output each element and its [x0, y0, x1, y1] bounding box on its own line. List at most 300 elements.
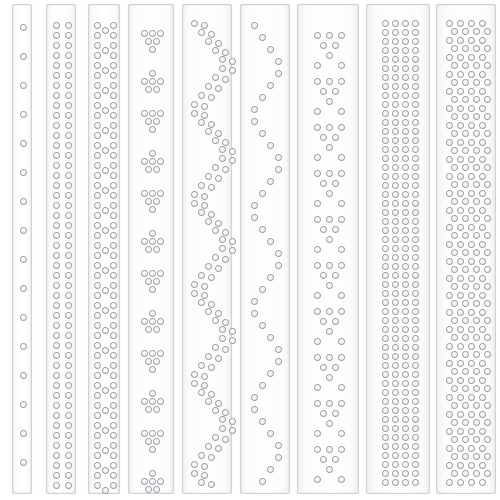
perforation-hole — [53, 252, 60, 259]
perforation-hole — [451, 130, 458, 137]
perforation-hole — [208, 31, 215, 38]
perforation-hole — [457, 54, 464, 61]
perforation-hole — [392, 443, 399, 450]
perforation-hole — [402, 281, 409, 288]
perforation-hole — [65, 312, 72, 319]
perforation-hole — [94, 302, 101, 309]
acrylic-strip-3 — [88, 4, 120, 494]
perforation-hole — [446, 428, 453, 435]
perforation-hole — [462, 436, 469, 443]
perforation-hole — [259, 226, 266, 233]
perforation-hole — [479, 139, 486, 146]
perforation-hole — [468, 71, 475, 78]
perforation-hole — [338, 124, 345, 131]
perforation-hole — [53, 402, 60, 409]
perforation-hole — [314, 108, 321, 115]
perforation-hole — [412, 155, 419, 162]
perforation-hole — [479, 20, 486, 27]
perforation-hole — [402, 209, 409, 216]
perforation-hole — [94, 482, 101, 489]
perforation-hole — [222, 49, 229, 56]
perforation-hole — [201, 472, 208, 479]
perforation-hole — [392, 461, 399, 468]
perforation-hole — [65, 112, 72, 119]
perforation-hole — [94, 392, 101, 399]
perforation-hole — [141, 478, 148, 485]
perforation-hole — [402, 173, 409, 180]
perforation-hole — [102, 307, 109, 314]
perforation-hole — [473, 79, 480, 86]
perforation-hole — [402, 227, 409, 234]
perforation-hole — [314, 338, 321, 345]
perforation-hole — [392, 200, 399, 207]
perforation-hole — [157, 350, 164, 357]
perforation-hole — [53, 122, 60, 129]
perforation-hole — [53, 222, 60, 229]
perforation-hole — [446, 207, 453, 214]
perforation-hole — [326, 216, 333, 223]
perforation-hole — [20, 372, 27, 379]
acrylic-strip-6 — [240, 4, 290, 494]
perforation-hole — [157, 318, 164, 325]
perforation-hole — [102, 207, 109, 214]
acrylic-strip-2 — [46, 4, 76, 494]
perforation-hole — [219, 416, 226, 423]
perforation-hole — [326, 374, 333, 381]
perforation-hole — [468, 462, 475, 469]
perforation-hole — [110, 72, 117, 79]
perforation-hole — [145, 86, 152, 93]
perforation-hole — [382, 389, 389, 396]
perforation-hole — [462, 28, 469, 35]
perforation-hole — [382, 380, 389, 387]
perforation-hole — [215, 310, 222, 317]
perforation-hole — [205, 38, 212, 45]
perforation-hole — [392, 344, 399, 351]
perforation-hole — [141, 190, 148, 197]
perforation-hole — [149, 390, 156, 397]
perforation-hole — [473, 402, 480, 409]
perforation-hole — [392, 137, 399, 144]
perforation-hole — [382, 299, 389, 306]
perforation-hole — [94, 382, 101, 389]
perforation-hole — [451, 62, 458, 69]
perforation-hole — [392, 407, 399, 414]
perforation-hole — [402, 182, 409, 189]
perforation-hole — [479, 156, 486, 163]
perforation-hole — [412, 56, 419, 63]
perforation-hole — [468, 190, 475, 197]
perforation-hole — [267, 46, 274, 53]
perforation-hole — [229, 427, 236, 434]
perforation-hole — [145, 246, 152, 253]
perforation-hole — [451, 317, 458, 324]
perforation-hole — [332, 364, 339, 371]
perforation-hole — [53, 472, 60, 479]
perforation-hole — [412, 92, 419, 99]
perforation-hole — [484, 334, 491, 341]
perforation-hole — [338, 262, 345, 269]
perforation-hole — [412, 335, 419, 342]
perforation-hole — [145, 198, 152, 205]
perforation-hole — [462, 113, 469, 120]
perforation-hole — [65, 82, 72, 89]
perforation-hole — [157, 30, 164, 37]
perforation-hole — [157, 270, 164, 277]
perforation-hole — [326, 32, 333, 39]
perforation-hole — [382, 470, 389, 477]
perforation-hole — [157, 398, 164, 405]
perforation-hole — [382, 173, 389, 180]
perforation-hole — [402, 461, 409, 468]
perforation-hole — [402, 38, 409, 45]
perforation-hole — [110, 232, 117, 239]
perforation-hole — [338, 476, 345, 483]
perforation-hole — [457, 343, 464, 350]
perforation-hole — [229, 238, 236, 245]
perforation-hole — [229, 418, 236, 425]
perforation-hole — [102, 87, 109, 94]
perforation-hole — [402, 479, 409, 486]
perforation-hole — [382, 236, 389, 243]
perforation-hole — [473, 28, 480, 35]
perforation-hole — [157, 238, 164, 245]
perforation-hole — [479, 343, 486, 350]
perforation-hole — [479, 224, 486, 231]
perforation-hole — [473, 334, 480, 341]
perforation-hole — [53, 302, 60, 309]
perforation-hole — [65, 382, 72, 389]
perforation-hole — [446, 224, 453, 231]
perforation-hole — [446, 343, 453, 350]
perforation-hole — [392, 389, 399, 396]
perforation-hole — [94, 262, 101, 269]
perforation-hole — [110, 172, 117, 179]
perforation-hole — [20, 198, 27, 205]
perforation-hole — [157, 158, 164, 165]
perforation-hole — [446, 479, 453, 486]
perforation-hole — [382, 308, 389, 315]
perforation-hole — [473, 113, 480, 120]
perforation-hole — [110, 302, 117, 309]
perforation-hole — [314, 354, 321, 361]
perforation-hole — [275, 58, 282, 65]
perforation-hole — [457, 224, 464, 231]
perforation-hole — [275, 250, 282, 257]
perforation-hole — [412, 38, 419, 45]
perforation-hole — [94, 162, 101, 169]
perforation-hole — [53, 322, 60, 329]
perforation-hole — [468, 173, 475, 180]
perforation-hole — [402, 146, 409, 153]
perforation-hole — [332, 180, 339, 187]
perforation-hole — [412, 290, 419, 297]
perforation-hole — [382, 326, 389, 333]
perforation-hole — [20, 314, 27, 321]
perforation-hole — [382, 47, 389, 54]
perforation-hole — [94, 32, 101, 39]
perforation-hole — [53, 452, 60, 459]
perforation-hole — [149, 238, 156, 245]
perforation-hole — [412, 245, 419, 252]
perforation-hole — [102, 327, 109, 334]
perforation-hole — [382, 416, 389, 423]
perforation-hole — [20, 459, 27, 466]
perforation-hole — [149, 70, 156, 77]
perforation-hole — [275, 442, 282, 449]
perforation-hole — [65, 372, 72, 379]
perforation-hole — [110, 62, 117, 69]
perforation-hole — [94, 42, 101, 49]
perforation-hole — [320, 456, 327, 463]
perforation-hole — [65, 182, 72, 189]
perforation-hole — [53, 72, 60, 79]
perforation-hole — [149, 230, 156, 237]
perforation-hole — [20, 82, 27, 89]
perforation-hole — [412, 128, 419, 135]
perforation-hole — [402, 137, 409, 144]
perforation-hole — [275, 346, 282, 353]
perforation-hole — [462, 79, 469, 86]
perforation-hole — [65, 422, 72, 429]
perforation-hole — [446, 326, 453, 333]
perforation-hole — [412, 452, 419, 459]
perforation-hole — [473, 215, 480, 222]
perforation-hole — [110, 92, 117, 99]
perforation-hole — [94, 182, 101, 189]
perforation-hole — [153, 486, 160, 493]
perforation-hole — [451, 164, 458, 171]
perforation-hole — [451, 198, 458, 205]
perforation-hole — [392, 65, 399, 72]
perforation-hole — [110, 352, 117, 359]
perforation-hole — [65, 322, 72, 329]
perforation-hole — [275, 358, 282, 365]
perforation-hole — [110, 142, 117, 149]
perforation-hole — [110, 462, 117, 469]
perforation-hole — [149, 470, 156, 477]
perforation-hole — [191, 110, 198, 117]
perforation-hole — [402, 74, 409, 81]
perforation-hole — [468, 224, 475, 231]
perforation-hole — [392, 155, 399, 162]
perforation-hole — [53, 162, 60, 169]
perforation-hole — [451, 368, 458, 375]
perforation-hole — [212, 47, 219, 54]
perforation-hole — [473, 130, 480, 137]
perforation-hole — [110, 432, 117, 439]
perforation-hole — [402, 56, 409, 63]
perforation-hole — [259, 286, 266, 293]
perforation-hole — [412, 200, 419, 207]
perforation-hole — [141, 238, 148, 245]
perforation-hole — [201, 463, 208, 470]
perforation-hole — [141, 78, 148, 85]
perforation-hole — [326, 466, 333, 473]
perforation-hole — [53, 292, 60, 299]
perforation-hole — [457, 445, 464, 452]
perforation-hole — [208, 184, 215, 191]
perforation-hole — [94, 62, 101, 69]
perforation-hole — [314, 246, 321, 253]
perforation-hole — [402, 200, 409, 207]
perforation-hole — [338, 62, 345, 69]
perforation-hole — [65, 232, 72, 239]
perforation-hole — [153, 358, 160, 365]
perforation-hole — [212, 164, 219, 171]
perforation-hole — [412, 461, 419, 468]
perforation-hole — [326, 144, 333, 151]
perforation-hole — [402, 164, 409, 171]
perforation-hole — [251, 406, 258, 413]
perforation-hole — [382, 353, 389, 360]
perforation-hole — [65, 152, 72, 159]
perforation-hole — [402, 371, 409, 378]
perforation-hole — [201, 202, 208, 209]
perforation-hole — [412, 137, 419, 144]
perforation-hole — [205, 173, 212, 180]
perforation-hole — [468, 445, 475, 452]
perforation-hole — [251, 106, 258, 113]
perforation-hole — [451, 419, 458, 426]
perforation-hole — [53, 152, 60, 159]
perforation-hole — [338, 446, 345, 453]
perforation-hole — [110, 32, 117, 39]
perforation-hole — [53, 192, 60, 199]
perforation-hole — [484, 130, 491, 137]
perforation-hole — [382, 155, 389, 162]
perforation-hole — [94, 142, 101, 149]
perforation-hole — [479, 190, 486, 197]
perforation-hole — [110, 272, 117, 279]
perforation-hole — [412, 218, 419, 225]
perforation-hole — [110, 312, 117, 319]
perforation-hole — [314, 62, 321, 69]
perforation-hole — [457, 326, 464, 333]
perforation-hole — [20, 227, 27, 234]
perforation-hole — [110, 122, 117, 129]
perforation-hole — [65, 42, 72, 49]
perforation-hole — [382, 101, 389, 108]
perforation-hole — [208, 211, 215, 218]
perforation-hole — [446, 258, 453, 265]
perforation-hole — [473, 436, 480, 443]
perforation-hole — [53, 462, 60, 469]
perforation-hole — [267, 274, 274, 281]
perforation-hole — [208, 391, 215, 398]
perforation-hole — [462, 334, 469, 341]
perforation-hole — [468, 88, 475, 95]
perforation-hole — [314, 262, 321, 269]
perforation-hole — [314, 78, 321, 85]
perforation-hole — [326, 98, 333, 105]
perforation-hole — [259, 190, 266, 197]
perforation-hole — [314, 400, 321, 407]
perforation-hole — [149, 350, 156, 357]
perforation-hole — [451, 28, 458, 35]
perforation-hole — [110, 472, 117, 479]
perforation-hole — [338, 78, 345, 85]
perforation-hole — [382, 407, 389, 414]
perforation-hole — [451, 453, 458, 460]
perforation-hole — [222, 436, 229, 443]
perforation-hole — [332, 42, 339, 49]
perforation-hole — [402, 263, 409, 270]
perforation-hole — [65, 402, 72, 409]
perforation-hole — [198, 299, 205, 306]
perforation-hole — [473, 283, 480, 290]
perforation-hole — [102, 487, 109, 494]
perforation-hole — [65, 142, 72, 149]
perforation-hole — [141, 158, 148, 165]
perforation-hole — [198, 389, 205, 396]
perforation-hole — [412, 254, 419, 261]
perforation-hole — [205, 263, 212, 270]
perforation-hole — [402, 380, 409, 387]
perforation-hole — [149, 270, 156, 277]
perforation-hole — [65, 452, 72, 459]
perforation-hole — [473, 351, 480, 358]
perforation-hole — [149, 318, 156, 325]
perforation-hole — [412, 317, 419, 324]
perforation-hole — [392, 146, 399, 153]
perforation-hole — [149, 366, 156, 373]
perforation-hole — [446, 139, 453, 146]
perforation-hole — [215, 355, 222, 362]
perforation-hole — [392, 236, 399, 243]
perforation-hole — [110, 242, 117, 249]
perforation-hole — [446, 20, 453, 27]
perforation-hole — [402, 443, 409, 450]
perforation-hole — [326, 78, 333, 85]
perforation-hole — [65, 202, 72, 209]
perforation-hole — [468, 139, 475, 146]
perforation-hole — [94, 192, 101, 199]
perforation-hole — [141, 110, 148, 117]
perforation-hole — [446, 309, 453, 316]
perforation-hole — [484, 232, 491, 239]
perforation-hole — [382, 119, 389, 126]
perforation-hole — [412, 146, 419, 153]
perforation-hole — [392, 434, 399, 441]
perforation-hole — [53, 52, 60, 59]
perforation-hole — [457, 275, 464, 282]
perforation-hole — [402, 398, 409, 405]
perforation-hole — [412, 344, 419, 351]
perforation-hole — [94, 432, 101, 439]
perforation-hole — [20, 430, 27, 437]
perforation-hole — [392, 317, 399, 324]
perforation-hole — [201, 112, 208, 119]
perforation-hole — [102, 287, 109, 294]
perforation-hole — [484, 113, 491, 120]
perforation-hole — [412, 326, 419, 333]
perforation-hole — [110, 282, 117, 289]
perforation-hole — [462, 402, 469, 409]
perforation-hole — [191, 461, 198, 468]
perforation-hole — [153, 166, 160, 173]
perforation-hole — [479, 309, 486, 316]
perforation-hole — [201, 193, 208, 200]
perforation-hole — [259, 418, 266, 425]
perforation-hole — [451, 249, 458, 256]
perforation-hole — [53, 242, 60, 249]
perforation-hole — [65, 262, 72, 269]
perforation-hole — [382, 20, 389, 27]
perforation-hole — [402, 29, 409, 36]
perforation-hole — [479, 411, 486, 418]
perforation-hole — [267, 82, 274, 89]
